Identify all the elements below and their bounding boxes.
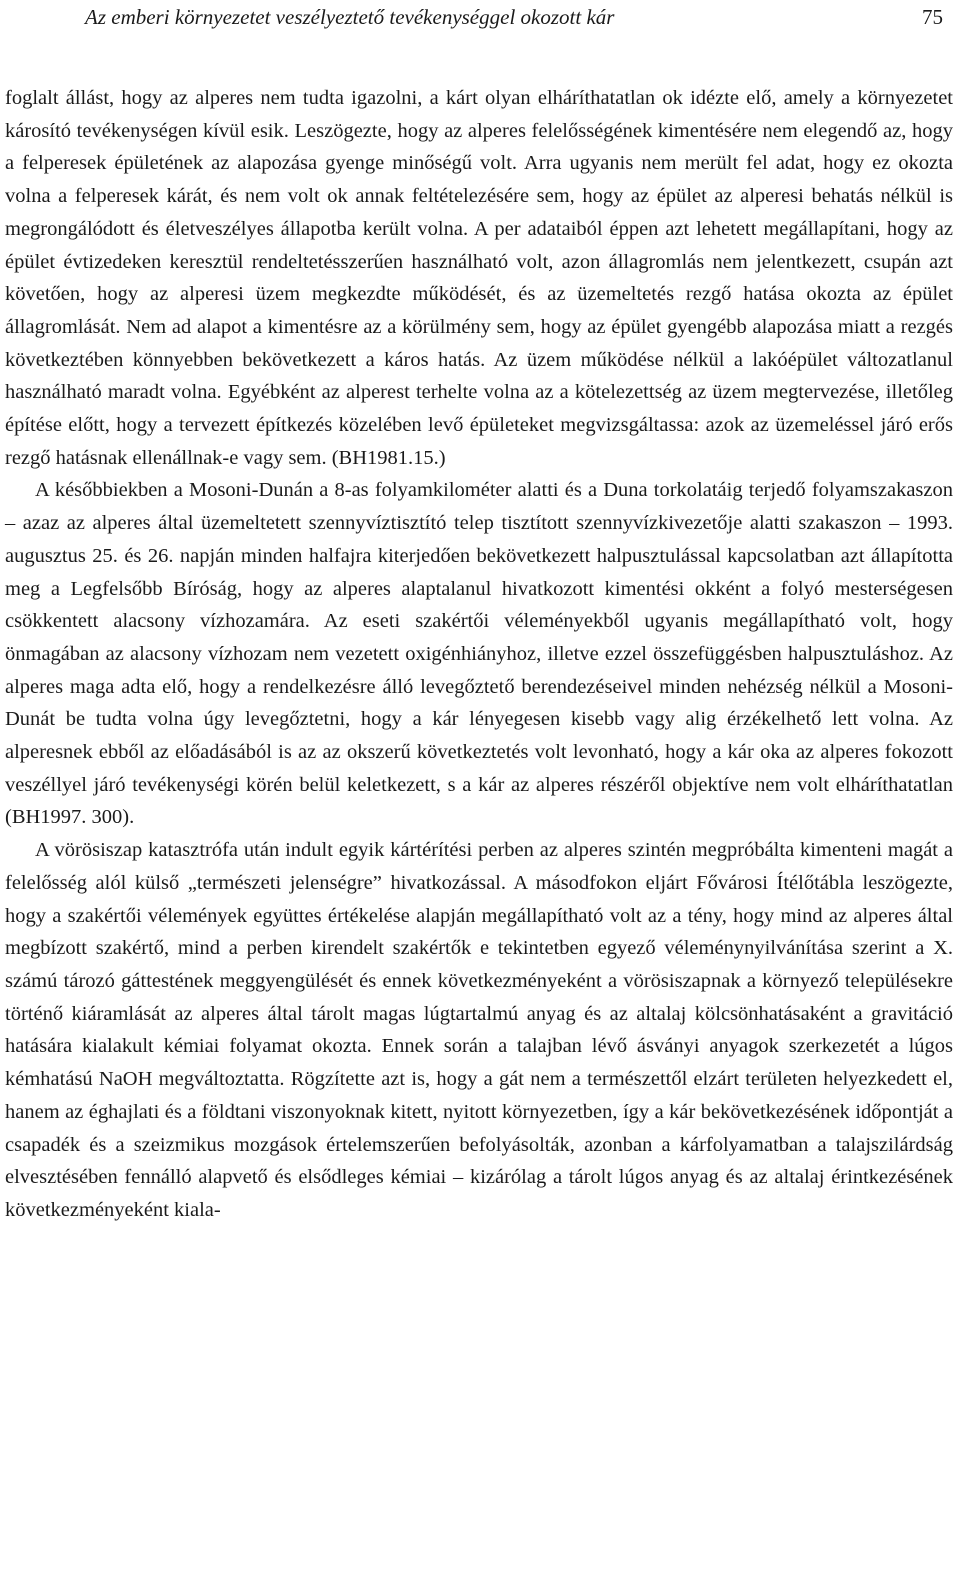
running-title: Az emberi környezetet veszélyeztető tevékenységgel okozott kár (85, 5, 615, 29)
document-page (5, 0, 953, 1575)
paragraph-vorosiszap: A vörösiszap katasztrófa után indult egyik kártérítési perben az alperes szintén megpróbálta kimenteni magát a felelősség alól külső „természeti jelenségre” hivatkozással. A másodfokon eljárt Fővárosi Ítélőtábla leszögezte, hogy a szakértői vélemények együttes értékelése alapján megállapítható volt az a tény, hogy mind az alperes által megbízott szakértő, mind a perben kirendelt szakértők e tekintetben egyező véleménynyilvánítása szerint a X. számú tározó gáttestének meggyengülését és ennek következményeként a vörösiszapnak a környező településekre történő kiáramlását az alperes által tárolt magas lúgtartalmú anyag és az altalaj kölcsönhatásaként a gravitáció hatására kialakult kémiai folyamat okozta. Ennek során a talajban lévő ásványi anyagok szerkezetét a lúgos kémhatású NaOH megváltoztatta. Rögzítette azt is, hogy a gát nem a természettől elzárt területen helyezkedett el, hanem az éghajlati és a földtani viszonyoknak kitett, nyitott környezetben, így a kár bekövetkezésének időpontját a csapadék és a szeizmikus mozgások értelemszerűen befolyásolták, azonban a kárfolyamatban a talajszilárdság elvesztésében fennálló alapvető és elsődleges kémiai – kizárólag a tárolt lúgos anyag és az altalaj érintkezésének következményeként kiala- (5, 839, 953, 1221)
paragraph-mosoni-duna: A későbbiekben a Mosoni-Dunán a 8-as folyamkilométer alatti és a Duna torkolatáig terjedő folyamszakaszon – azaz az alperes által üzemeltetett szennyvíztisztító telep tisztított szennyvízkivezetője alatti szakaszon – 1993. augusztus 25. és 26. napján minden halfajra kiterjedően bekövetkezett halpusztulással kapcsolatban azt állapította meg a Legfelsőbb Bíróság, hogy az alperes alaptalanul hivatkozott kimentési okként a folyó mesterségesen csökkentett alacsony vízhozamára. Az eseti szakértői véleményekből ugyanis megállapítható volt, hogy önmagában az alacsony vízhozam nem vezetett oxigénhiányhoz, illetve ezzel összefüggésben halpusztuláshoz. Az alperes maga adta elő, hogy a rendelkezésre álló levegőztető berendezéseivel minden nehézség nélkül a Mosoni-Dunát be tudta volna úgy levegőztetni, hogy a kár lényegesen kisebb vagy alig érzékelhető lett volna. Az alperesnek ebből az előadásából is az az okszerű következtetés volt levonható, hogy a kár oka az alperes fokozott veszéllyel járó tevékenységi körén belül keletkezett, s a kár az alperes részéről objektíve nem volt elháríthatatlan (BH1997. 300). (5, 479, 953, 829)
body-text (5, 82, 953, 1227)
page-number: 75 (922, 5, 943, 29)
paragraph-continued: foglalt állást, hogy az alperes nem tudta igazolni, a kárt olyan elháríthatatlan ok idézte elő, amely a környezetet károsító tevékenységen kívül esik. Leszögezte, hogy az alperes felelősségének kimentésére nem elegendő az, hogy a felperesek épületének az alapozása gyenge minőségű volt. Arra ugyanis nem merült fel adat, hogy ez okozta volna a felperesek kárát, és nem volt ok annak feltételezésére sem, hogy az épület az alperesi behatás nélkül is megrongálódott és életveszélyes állapotba került volna. A per adataiból éppen azt lehetett megállapítani, hogy az épület évtizedeken keresztül rendeltetésszerűen használható volt, azon állagromlás nem jelentkezett, csupán azt követően, hogy az alperesi üzem megkezdte működését, és az üzemeltetés rezgő hatása okozta az épület állagromlását. Nem ad alapot a kimentésre az a körülmény sem, hogy az épület gyengébb alapozása miatt a rezgés következtében könnyebben bekövetkezett a káros hatás. Az üzem működése nélkül a lakóépület változatlanul használható maradt volna. Egyébként az alperest terhelte volna az a kötelezettség az üzem megtervezése, illetőleg építése előtt, hogy a tervezett építkezés közelében levő épületeket megvizsgáltassa: azok az üzemeléssel járó erős rezgő hatásnak ellenállnak-e vagy sem. (BH1981.15.) (5, 87, 953, 469)
running-header (85, 4, 943, 30)
